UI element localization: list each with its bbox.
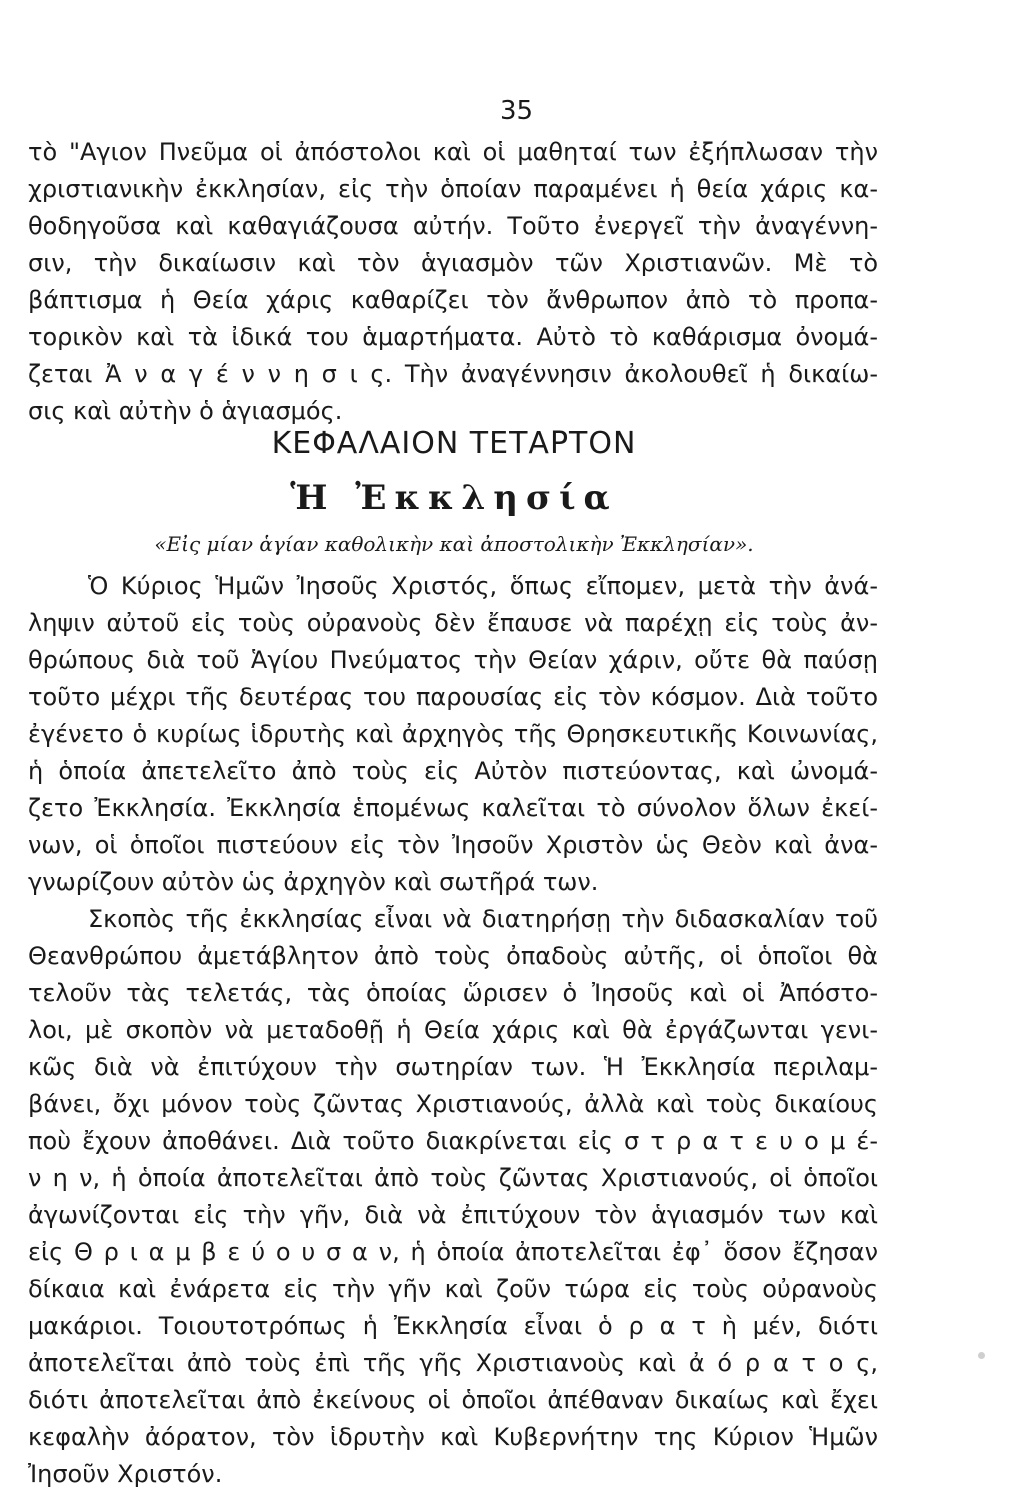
text-line: Σκοπὸς τῆς ἐκκλησίας εἶναι νὰ διατηρήσῃ τὴν διδασκαλίαν τοῦ [88, 905, 878, 933]
text-line: ζεται Ἀ ν α γ έ ν ν η σ ι ς. Τὴν ἀναγέννησιν ἀκολουθεῖ ἡ δικαίω- [28, 360, 878, 388]
paragraph-1 [28, 134, 878, 430]
text-line: εἰς Θ ρ ι α μ β ε ύ ο υ σ α ν, ἡ ὁποία ἀποτελεῖται ἐφ᾿ ὅσον ἔζησαν [28, 1238, 878, 1266]
text-line: τὸ "Αγιον Πνεῦμα οἱ ἀπόστολοι καὶ οἱ μαθηταί των ἐξήπλωσαν τὴν [28, 138, 878, 166]
epigraph: «Εἰς μίαν ἁγίαν καθολικὴν καὶ ἀποστολικὴν Ἐκκλησίαν». [154, 532, 754, 556]
section-title: Ἡ Ἐκκλησία [290, 478, 618, 518]
text-line: βάνει, ὄχι μόνον τοὺς ζῶντας Χριστιανούς, ἀλλὰ καὶ τοὺς δικαίους [28, 1090, 878, 1118]
text-line: σιν, τὴν δικαίωσιν καὶ τὸν ἁγιασμὸν τῶν Χριστιανῶν. Μὲ τὸ [28, 249, 878, 277]
text-line: διότι ἀποτελεῖται ἀπὸ ἐκείνους οἱ ὁποῖοι ἀπέθαναν δικαίως καὶ ἔχει [28, 1386, 878, 1414]
text-line: ἐγένετο ὁ κυρίως ἱδρυτὴς καὶ ἀρχηγὸς τῆς Θρησκευτικῆς Κοινωνίας, [28, 720, 878, 748]
text-line: θοδηγοῦσα καὶ καθαγιάζουσα αὐτήν. Τοῦτο ἐνεργεῖ τὴν ἀναγέννη- [28, 212, 878, 240]
text-line: σις καὶ αὐτὴν ὁ ἁγιασμός. [28, 397, 343, 425]
text-line: λοι, μὲ σκοπὸν νὰ μεταδοθῇ ἡ Θεία χάρις καὶ θὰ ἐργάζωνται γενι- [28, 1016, 878, 1044]
text-line: νων, οἱ ὁποῖοι πιστεύουν εἰς τὸν Ἰησοῦν Χριστὸν ὡς Θεὸν καὶ ἀνα- [28, 831, 878, 859]
text-line: ἀποτελεῖται ἀπὸ τοὺς ἐπὶ τῆς γῆς Χριστιανοὺς καὶ ἀ ό ρ α τ ο ς, [28, 1349, 878, 1377]
text-line: τελοῦν τὰς τελετάς, τὰς ὁποίας ὥρισεν ὁ Ἰησοῦς καὶ οἱ Ἀπόστο- [28, 979, 878, 1007]
text-line: ἡ ὁποία ἀπετελεῖτο ἀπὸ τοὺς εἰς Αὐτὸν πιστεύοντας, καὶ ὠνομά- [28, 757, 878, 785]
text-line: ποὺ ἔχουν ἀποθάνει. Διὰ τοῦτο διακρίνεται εἰς σ τ ρ α τ ε υ ο μ έ- [28, 1127, 878, 1155]
text-line: Θεανθρώπου ἀμετάβλητον ἀπὸ τοὺς ὀπαδοὺς αὐτῆς, οἱ ὁποῖοι θὰ [28, 942, 878, 970]
paragraph-3 [28, 901, 878, 1493]
text-line: ν η ν, ἡ ὁποία ἀποτελεῖται ἀπὸ τοὺς ζῶντας Χριστιανούς, οἱ ὁποῖοι [28, 1164, 878, 1192]
text-line: δίκαια καὶ ἐνάρετα εἰς τὴν γῆν καὶ ζοῦν τώρα εἰς τοὺς οὐρανοὺς [28, 1275, 878, 1303]
text-line: ζετο Ἐκκλησία. Ἐκκλησία ἑπομένως καλεῖται τὸ σύνολον ὅλων ἐκεί- [28, 794, 878, 822]
text-line: θρώπους διὰ τοῦ Ἁγίου Πνεύματος τὴν Θείαν χάριν, οὔτε θὰ παύσῃ [28, 646, 878, 674]
page-number: 35 [499, 96, 534, 126]
text-line: βάπτισμα ἡ Θεία χάρις καθαρίζει τὸν ἄνθρωπον ἀπὸ τὸ προπα- [28, 286, 878, 314]
text-line: κῶς διὰ νὰ ἐπιτύχουν τὴν σωτηρίαν των. Ἡ Ἐκκλησία περιλαμ- [28, 1053, 878, 1081]
text-line: γνωρίζουν αὐτὸν ὡς ἀρχηγὸν καὶ σωτῆρά των. [28, 868, 599, 896]
chapter-title: ΚΕΦΑΛΑΙΟΝ ΤΕΤΑΡΤΟΝ [271, 426, 637, 461]
text-line: ἀγωνίζονται εἰς τὴν γῆν, διὰ νὰ ἐπιτύχουν τὸν ἁγιασμόν των καὶ [28, 1201, 878, 1229]
text-line: Ὁ Κύριος Ἡμῶν Ἰησοῦς Χριστός, ὅπως εἴπομεν, μετὰ τὴν ἀνά- [88, 572, 878, 600]
text-line: μακάριοι. Τοιουτοτρόπως ἡ Ἐκκλησία εἶναι ὁ ρ α τ ὴ μέν, διότι [28, 1312, 878, 1340]
text-line: Ἰησοῦν Χριστόν. [28, 1460, 223, 1488]
text-line: χριστιανικὴν ἐκκλησίαν, εἰς τὴν ὁποίαν παραμένει ἡ θεία χάρις κα- [28, 175, 878, 203]
paragraph-2 [28, 568, 878, 901]
text-line: τοῦτο μέχρι τῆς δευτέρας του παρουσίας εἰς τὸν κόσμον. Διὰ τοῦτο [28, 683, 878, 711]
ink-speck [978, 1352, 985, 1359]
text-line: τορικὸν καὶ τὰ ἰδικά του ἁμαρτήματα. Αὐτὸ τὸ καθάρισμα ὀνομά- [28, 323, 878, 351]
text-line: κεφαλὴν ἀόρατον, τὸν ἱδρυτὴν καὶ Κυβερνήτην της Κύριον Ἡμῶν [28, 1423, 878, 1451]
text-line: ληψιν αὐτοῦ εἰς τοὺς οὐρανοὺς δὲν ἔπαυσε νὰ παρέχῃ εἰς τοὺς ἀν- [28, 609, 878, 637]
